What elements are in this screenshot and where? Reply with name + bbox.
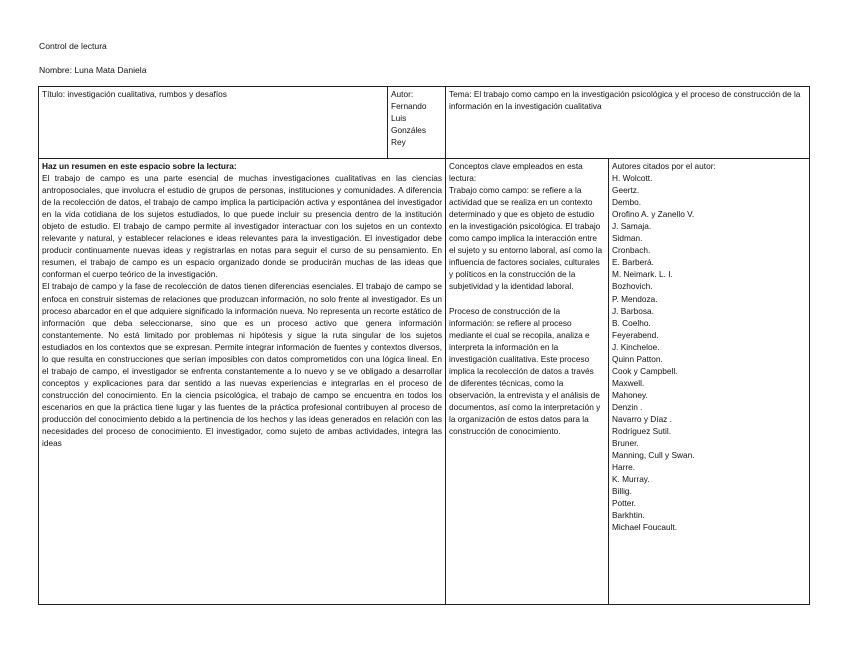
cited-author: Dembo. — [612, 197, 642, 208]
cited-author: Maxwell. — [612, 377, 645, 388]
reading-title: Título: investigación cualitativa, rumbos y desafíos — [42, 89, 227, 99]
cited-author: Navarro y Díaz . — [612, 413, 672, 424]
summary-paragraph-1: El trabajo de campo es una parte esencial de muchas investigaciones cualitativas en las ciencias antroposociales, que involucra el estudio de grupos de personas, instituciones y comunidades. A diferencia de la recolección de datos, el trabajo de campo implica la participación activa y espontánea del investigador en la vida cotidiana de los sujetos estudiados, lo que puede incluir su presencia dentro de la institución objeto de estudio. El trabajo de campo permite al investigador interactuar con los sujetos en un contexto relevante y natural, y establecer relaciones e ideas relevantes para la investigación. El investigador debe producir continuamente nuevas ideas y registrarlas en notas para seguir el curso de su pensamiento. En resumen, el trabajo de campo es un espacio organizado donde se producirán muchas de las ideas que conforman el cuerpo teórico de la investigación. — [42, 173, 442, 280]
cited-author: Rodríguez Sutil. — [612, 426, 672, 437]
cited-author: Bruner. — [612, 438, 639, 449]
cited-author: J. Kincheloe. — [612, 341, 660, 352]
cited-author: K. Murray. — [612, 474, 650, 485]
cited-author: Cook y Campbell. — [612, 365, 678, 376]
cited-author: B. Coelho. — [612, 317, 651, 328]
concepts-cell — [446, 159, 609, 605]
cited-author: Orofino A. y Zanello V. — [612, 209, 695, 220]
summary-heading: Haz un resumen en este espacio sobre la lectura: — [42, 161, 237, 171]
cited-author: Mahoney. — [612, 389, 648, 400]
cited-author: Cronbach. — [612, 245, 651, 256]
topic-cell — [446, 87, 810, 159]
cited-author: J. Samaja. — [612, 221, 652, 232]
student-name: Nombre: Luna Mata Daniela — [39, 65, 147, 75]
cited-author: Bozhovich. — [612, 281, 653, 292]
concepts-heading: Conceptos clave empleados en esta lectura: — [449, 161, 583, 184]
cited-author: Sidman. — [612, 233, 643, 244]
header-row — [39, 87, 810, 159]
reading-control-table — [38, 86, 810, 605]
concept-proceso-construccion: Proceso de construcción de la información: se refiere al proceso mediante el cual se recopila, analiza e interpreta la información en la investigación cualitativa. Este proceso implica la recolección de datos a través de diferentes técnicas, como la observación, la entrevista y el análisis de documentos, así como la interpretación y la organización de estos datos para la construcción de conocimiento. — [449, 305, 601, 436]
reading-topic: Tema: El trabajo como campo en la investigación psicológica y el proceso de construcción de la información en la investigación cualitativa — [449, 89, 801, 112]
cited-author: P. Mendoza. — [612, 293, 658, 304]
cited-author: H. Wolcott. — [612, 173, 653, 184]
authors-cell — [609, 159, 810, 605]
reading-author: Autor: Fernando Luis Gonzáles Rey — [391, 89, 427, 148]
cited-author: Denzin . — [612, 401, 643, 412]
cited-author: Geertz. — [612, 185, 640, 196]
summary-paragraph-2: El trabajo de campo y la fase de recolección de datos tienen diferencias esenciales. El trabajo de campo se enfoca en construir sistemas de relaciones que produzcan información, no solo frente al investigador. Es un proceso abarcador en el que adquiere significado la información nueva. No representa un recorte estático de información que deba seleccionarse, sino que es un proceso activo que genera información constantemente. No está limitado por problemas ni hipótesis y sigue la ruta singular de los sujetos estudiados en los contextos que se expresan. Permite integrar información de fuentes y contextos diversos, lo que resulta en construcciones que serían imposibles con datos comprometidos con una lógica lineal. En el trabajo de campo, el investigador se enfrenta constantemente a lo nuevo y se ve obligado a desarrollar conceptos y explicaciones para dar sentido a las nuevas experiencias e integrarlas en el proceso de construcción del conocimiento. En la ciencia psicológica, el trabajo de campo se encuentra en todos los escenarios en que la práctica tiene lugar y las fuentes de la práctica profesional contribuyen al proceso de producción del conocimiento debido a la pertinencia de los hechos y las ideas generados en relación con las necesidades del proceso de conocimiento. El investigador, como sujeto de ambas actividades, integra las ideas — [42, 281, 442, 449]
content-row — [39, 159, 810, 605]
authors-list — [612, 172, 806, 533]
cited-author: Michael Foucault. — [612, 522, 678, 533]
document-title: Control de lectura — [39, 41, 107, 51]
title-cell — [39, 87, 388, 159]
cited-author: M. Neimark. L. I. — [612, 269, 673, 280]
cited-author: E. Barberá. — [612, 257, 654, 268]
cited-author: Harre. — [612, 462, 636, 473]
cited-author: Potter. — [612, 498, 636, 509]
summary-cell — [39, 159, 446, 605]
cited-author: Barkhtin. — [612, 510, 645, 521]
authors-heading: Autores citados por el autor: — [612, 161, 716, 171]
cited-author: Manning, Cull y Swan. — [612, 450, 695, 461]
cited-author: Billig. — [612, 486, 632, 497]
cited-author: J. Barbosa. — [612, 305, 654, 316]
cited-author: Feyerabend. — [612, 329, 659, 340]
concept-trabajo-como-campo: Trabajo como campo: se refiere a la actividad que se realiza en un contexto determinado y que es objeto de estudio en la investigación psicológica. El trabajo como campo implica la interacción entre el sujeto y su entorno laboral, así como la influencia de factores sociales, culturales y políticos en la construcción de la subjetividad y la identidad laboral. — [449, 185, 603, 292]
author-cell — [388, 87, 446, 159]
cited-author: Quinn Patton. — [612, 353, 663, 364]
